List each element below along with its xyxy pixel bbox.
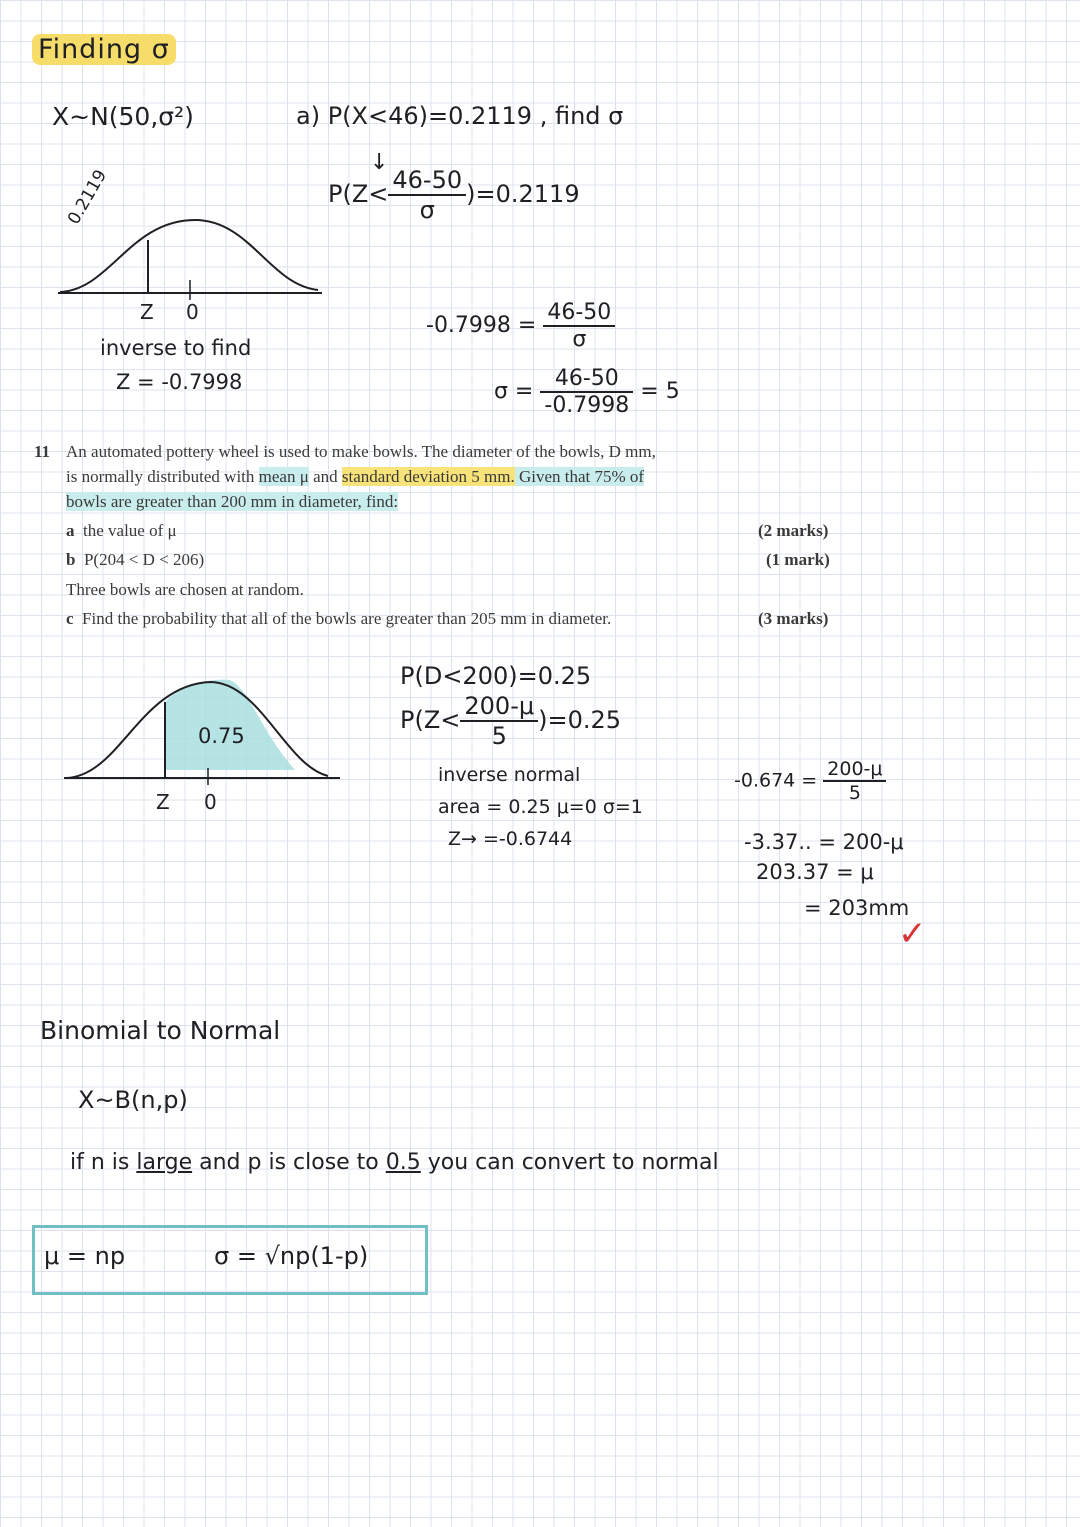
solution-line-2: P(Z< $\frac{200-\mu}{5}$ )=0.25 [400, 692, 622, 750]
standardised-probability: P(Z< $\frac{46-50}{\sigma}$ )=0.2119 [328, 166, 580, 224]
solution-line-1: P(D<200)=0.25 [400, 662, 592, 690]
marks-b: (1 mark) [766, 550, 830, 569]
note-inverse-to-find: inverse to find [100, 336, 252, 360]
question-line-2: is normally distributed with mean μ and standard deviation 5 mm. Given that 75% of [66, 467, 645, 486]
axis-label-zero-2: 0 [204, 790, 217, 814]
formula-standard-deviation: σ = √np(1-p) [214, 1242, 369, 1270]
rearrange-line-1: -0.674 = $\frac{200-\mu}{5}$ [734, 758, 886, 804]
marks-a: (2 marks) [758, 521, 829, 540]
question-part-b: b P(204 < D < 206) [66, 550, 205, 569]
axis-label-z-2: Z [156, 790, 170, 814]
question-part-c: c Find the probability that all of the bowls are greater than 205 mm in diameter. [66, 609, 612, 628]
inverse-normal-params: area = 0.25 μ=0 σ=1 [438, 796, 643, 818]
check-mark-icon: ✓ [898, 914, 927, 954]
rearrange-line-3: 203.37 = μ [756, 860, 874, 884]
highlight-standard-deviation: standard deviation 5 mm. [341, 467, 515, 486]
axis-label-zero-1: 0 [186, 300, 199, 324]
inverse-normal-result: Z→ =-0.6744 [448, 828, 573, 850]
distribution-x: X~N(50,σ²) [52, 102, 194, 131]
question-part-a: a the value of μ [66, 521, 177, 540]
question-intro-c: Three bowls are chosen at random. [66, 580, 304, 599]
axis-label-z-1: Z [140, 300, 154, 324]
curve-area-label-2: 0.75 [198, 724, 245, 748]
highlight-mean: mean μ [258, 467, 309, 486]
rearrange-line-2: -3.37.. = 200-μ [744, 830, 904, 854]
binomial-condition: if n is large and p is close to 0.5 you can convert to normal [70, 1150, 719, 1175]
question-number: 11 [34, 442, 51, 461]
binomial-distribution: X~B(n,p) [78, 1086, 188, 1114]
section-heading-binomial-to-normal: Binomial to Normal [40, 1016, 281, 1045]
final-answer-mu: = 203mm [804, 896, 910, 920]
part-a-statement: a) P(X<46)=0.2119 , find σ [296, 102, 624, 130]
normal-curve [60, 220, 318, 292]
normal-curve-diagram-1 [50, 200, 340, 310]
formula-mean: μ = np [44, 1242, 126, 1270]
equation-sigma-result: σ = $\frac{46-50}{-0.7998}$ = 5 [494, 366, 680, 418]
note-z-value: Z = -0.7998 [116, 370, 243, 394]
inverse-normal-note: inverse normal [438, 764, 581, 786]
curve-area-label-1: 0.2119 [64, 166, 112, 228]
marks-c: (3 marks) [758, 609, 829, 628]
down-arrow-icon: ↓ [370, 150, 389, 175]
section-heading-finding-sigma: Finding σ [32, 34, 176, 65]
question-line-1: An automated pottery wheel is used to make bowls. The diameter of the bowls, D mm, [66, 442, 656, 461]
equation-z-sigma: -0.7998 = $\frac{46-50}{\sigma}$ [426, 300, 615, 352]
question-line-3: bowls are greater than 200 mm in diameter, find: [66, 492, 399, 511]
